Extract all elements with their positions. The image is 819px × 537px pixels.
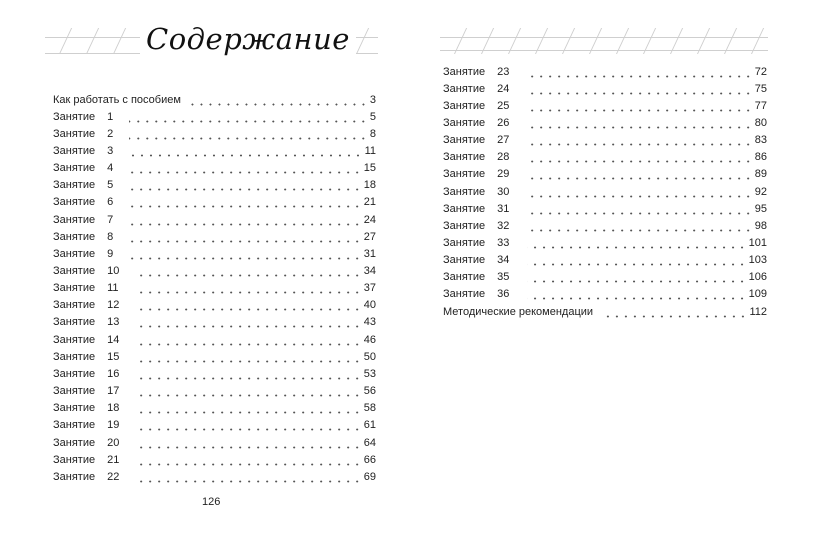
toc-entry-page: 43 — [363, 316, 376, 329]
toc-entry[interactable] — [53, 451, 376, 468]
toc-entry[interactable] — [443, 303, 767, 320]
toc-entry-number: 36 — [497, 288, 510, 301]
toc-entry-label: Занятие — [53, 470, 96, 483]
toc-entry-number: 12 — [107, 299, 120, 312]
leader-dots — [527, 151, 753, 163]
toc-entry[interactable] — [443, 217, 767, 234]
toc-entry-page: 27 — [363, 230, 376, 243]
page-number: 126 — [202, 496, 221, 508]
page-title: Содержание — [140, 22, 356, 56]
toc-entry[interactable] — [53, 348, 376, 365]
toc-entry-page: 72 — [754, 65, 767, 78]
toc-entry-page: 69 — [363, 470, 376, 483]
toc-entry-label: Занятие — [53, 213, 96, 226]
toc-entry-label: Занятие — [53, 453, 96, 466]
toc-entry-label: Занятие — [443, 254, 486, 267]
leader-dots — [129, 162, 362, 174]
toc-entry[interactable] — [53, 211, 376, 228]
leader-dots — [527, 66, 753, 78]
leader-dots — [189, 94, 368, 106]
leader-dots — [129, 196, 362, 208]
toc-entry-label: Занятие — [53, 247, 96, 260]
toc-entry-number: 26 — [497, 116, 510, 129]
toc-entry-number: 16 — [107, 367, 120, 380]
leader-dots — [129, 214, 362, 226]
toc-entry-page: 34 — [363, 265, 376, 277]
toc-entry-label: Занятие — [443, 168, 486, 181]
toc-entry-page: 86 — [754, 151, 767, 164]
toc-entry-number: 33 — [497, 237, 510, 249]
toc-entry-page: 98 — [754, 219, 767, 232]
toc-entry-page: 103 — [748, 254, 767, 267]
toc-entry-page: 106 — [748, 271, 767, 284]
toc-entry-page: 8 — [369, 127, 376, 140]
toc-entry-label: Занятие — [443, 116, 486, 129]
leader-dots — [137, 299, 362, 311]
leader-dots — [137, 402, 362, 414]
toc-entry-number: 29 — [497, 168, 510, 181]
leader-dots — [527, 288, 747, 300]
ruling-slant — [356, 28, 369, 54]
toc-entry-label: Занятие — [53, 436, 96, 449]
toc-entry-page: 61 — [363, 419, 376, 432]
toc-entry[interactable] — [53, 468, 376, 485]
toc-entry-label: Занятие — [443, 82, 486, 95]
toc-entry-label: Занятие — [443, 65, 486, 78]
toc-entry-label: Занятие — [53, 350, 96, 363]
leader-dots — [129, 179, 362, 191]
toc-entry[interactable] — [53, 417, 376, 434]
toc-entry[interactable] — [53, 142, 376, 159]
toc-entry-label: Занятие — [53, 402, 96, 415]
toc-entry-number: 22 — [107, 470, 120, 483]
leader-dots — [137, 334, 362, 346]
leader-dots — [129, 145, 362, 157]
toc-entry-label: Занятие — [53, 127, 96, 140]
toc-entry[interactable] — [53, 177, 376, 194]
toc-entry-number: 24 — [497, 82, 510, 95]
toc-entry-label: Занятие — [53, 230, 96, 243]
toc-entry-page: 11 — [364, 144, 376, 157]
toc-entry-label: Занятие — [53, 299, 96, 312]
toc-entry-page: 5 — [369, 110, 376, 123]
toc-entry-number: 1 — [107, 110, 114, 123]
toc-entry[interactable] — [443, 80, 767, 97]
leader-dots — [527, 271, 747, 283]
leader-dots — [129, 111, 368, 123]
leader-dots — [527, 220, 753, 232]
toc-entry-page: 15 — [363, 162, 376, 175]
toc-entry-label: Занятие — [53, 385, 96, 398]
toc-entry-page: 56 — [363, 385, 376, 398]
leader-dots — [137, 351, 362, 363]
toc-entry-number: 31 — [497, 202, 510, 215]
toc-entry[interactable] — [443, 149, 767, 166]
toc-entry-label: Занятие — [53, 333, 96, 346]
leader-dots — [137, 471, 362, 483]
toc-entry-number: 19 — [107, 419, 120, 432]
ruling-slant — [113, 28, 126, 54]
toc-entry-number: 34 — [497, 254, 510, 267]
toc-entry-number: 11 — [107, 282, 119, 295]
toc-entry[interactable] — [53, 383, 376, 400]
toc-entry-number: 4 — [107, 162, 114, 175]
toc-entry-page: 89 — [754, 168, 767, 181]
toc-entry-number: 7 — [107, 213, 114, 226]
toc-entry-label: Занятие — [53, 179, 96, 192]
toc-entry-label: Занятие — [53, 316, 96, 329]
toc-entry-label: Занятие — [443, 151, 486, 164]
toc-entry-number: 13 — [107, 316, 120, 329]
toc-entry-page: 46 — [363, 333, 376, 346]
toc-entry[interactable] — [443, 200, 767, 217]
toc-entry-number: 35 — [497, 271, 510, 284]
toc-entry-number: 14 — [107, 333, 120, 346]
toc-entry-label: Занятие — [53, 367, 96, 380]
toc-entry[interactable] — [53, 400, 376, 417]
toc-entry[interactable] — [443, 235, 767, 252]
toc-entry-number: 20 — [107, 436, 120, 449]
toc-entry-number: 8 — [107, 230, 114, 243]
leader-dots — [527, 254, 747, 266]
toc-entry[interactable] — [443, 252, 767, 269]
toc-entry-page: 75 — [754, 82, 767, 95]
ruling-slant — [59, 28, 72, 54]
toc-entry-label: Методические рекомендации — [443, 305, 594, 318]
toc-entry-number: 9 — [107, 247, 114, 260]
toc-entry-page: 109 — [748, 288, 767, 301]
toc-entry[interactable] — [53, 245, 376, 262]
toc-entry-page: 50 — [363, 350, 376, 363]
toc-entry-label: Занятие — [53, 110, 96, 123]
toc-entry-page: 112 — [749, 305, 767, 318]
leader-dots — [527, 203, 753, 215]
toc-entry-number: 6 — [107, 196, 114, 209]
toc-entry-page: 83 — [754, 134, 767, 147]
toc-entry-label: Занятие — [443, 134, 486, 147]
toc-entry-page: 18 — [363, 179, 376, 192]
toc-entry[interactable] — [443, 114, 767, 131]
leader-dots — [527, 134, 753, 146]
toc-entry[interactable] — [443, 132, 767, 149]
toc-entry-number: 15 — [107, 350, 120, 363]
toc-entry-label: Занятие — [53, 265, 96, 277]
toc-entry-number: 5 — [107, 179, 114, 192]
ruling-line — [440, 50, 768, 51]
toc-entry[interactable] — [53, 365, 376, 382]
toc-entry-page: 95 — [754, 202, 767, 215]
toc-entry-page: 40 — [363, 299, 376, 312]
leader-dots — [129, 231, 362, 243]
toc-entry[interactable] — [53, 108, 376, 125]
toc-entry-page: 58 — [363, 402, 376, 415]
toc-entry-label: Занятие — [53, 419, 96, 432]
calligraphy-ruling-right — [440, 28, 768, 54]
toc-entry[interactable] — [53, 228, 376, 245]
toc-entry[interactable] — [53, 194, 376, 211]
toc-entry[interactable] — [443, 97, 767, 114]
toc-entry-label: Занятие — [443, 185, 486, 198]
leader-dots — [137, 437, 362, 449]
toc-entry-label: Занятие — [53, 196, 96, 209]
toc-entry[interactable] — [53, 297, 376, 314]
toc-entry-number: 30 — [497, 185, 510, 198]
leader-dots — [137, 385, 362, 397]
leader-dots — [129, 248, 362, 260]
toc-entry-number: 27 — [497, 134, 510, 147]
leader-dots — [137, 454, 362, 466]
leader-dots — [527, 83, 753, 95]
toc-entry-label: Занятие — [443, 237, 486, 249]
toc-entry-number: 28 — [497, 151, 510, 164]
toc-entry-label: Занятие — [443, 288, 486, 301]
leader-dots — [129, 128, 368, 140]
toc-entry-number: 32 — [497, 219, 510, 232]
leader-dots — [137, 368, 362, 380]
toc-entry-page: 101 — [748, 237, 767, 249]
toc-entry-page: 24 — [363, 213, 376, 226]
toc-entry-label: Занятие — [53, 282, 96, 295]
toc-entry-label: Занятие — [443, 219, 486, 232]
toc-entry-number: 17 — [107, 385, 120, 398]
leader-dots — [137, 265, 362, 277]
toc-entry-number: 3 — [107, 144, 114, 157]
toc-entry[interactable] — [53, 263, 376, 280]
toc-entry-number: 2 — [107, 127, 114, 140]
toc-entry[interactable] — [53, 331, 376, 348]
leader-dots — [527, 186, 753, 198]
toc-entry-number: 18 — [107, 402, 120, 415]
toc-entry[interactable] — [53, 125, 376, 142]
toc-entry-label: Как работать с пособием — [53, 93, 181, 106]
leader-dots — [527, 168, 753, 180]
leader-dots — [527, 100, 753, 112]
toc-entry[interactable] — [53, 160, 376, 177]
toc-entry-number: 23 — [497, 65, 510, 78]
toc-entry-page: 66 — [363, 453, 376, 466]
toc-entry-label: Занятие — [53, 144, 96, 157]
toc-entry[interactable] — [443, 183, 767, 200]
ruling-slant — [86, 28, 99, 54]
toc-entry[interactable] — [53, 280, 376, 297]
toc-entry[interactable] — [53, 434, 376, 451]
toc-entry[interactable] — [443, 269, 767, 286]
toc-entry[interactable] — [53, 91, 376, 108]
leader-dots — [137, 316, 362, 328]
toc-entry-page: 77 — [754, 99, 767, 112]
toc-entry-number: 21 — [107, 453, 120, 466]
leader-dots — [137, 419, 362, 431]
toc-entry-page: 3 — [369, 93, 376, 106]
toc-entry-page: 37 — [363, 282, 376, 295]
leader-dots — [527, 117, 753, 129]
toc-entry-page: 31 — [363, 247, 376, 260]
toc-entry-label: Занятие — [443, 271, 486, 284]
leader-dots — [601, 306, 747, 318]
toc-entry-label: Занятие — [53, 162, 96, 175]
toc-entry-page: 92 — [754, 185, 767, 198]
toc-entry-page: 64 — [363, 436, 376, 449]
toc-entry-page: 21 — [363, 196, 376, 209]
toc-entry-number: 25 — [497, 99, 510, 112]
toc-entry-page: 53 — [363, 367, 376, 380]
toc-entry[interactable] — [443, 166, 767, 183]
toc-entry[interactable] — [443, 286, 767, 303]
toc-entry-number: 10 — [107, 265, 120, 277]
toc-entry[interactable] — [53, 314, 376, 331]
toc-entry[interactable] — [443, 63, 767, 80]
leader-dots — [527, 237, 747, 249]
toc-entry-label: Занятие — [443, 99, 486, 112]
toc-entry-page: 80 — [754, 116, 767, 129]
toc-entry-label: Занятие — [443, 202, 486, 215]
leader-dots — [137, 282, 362, 294]
